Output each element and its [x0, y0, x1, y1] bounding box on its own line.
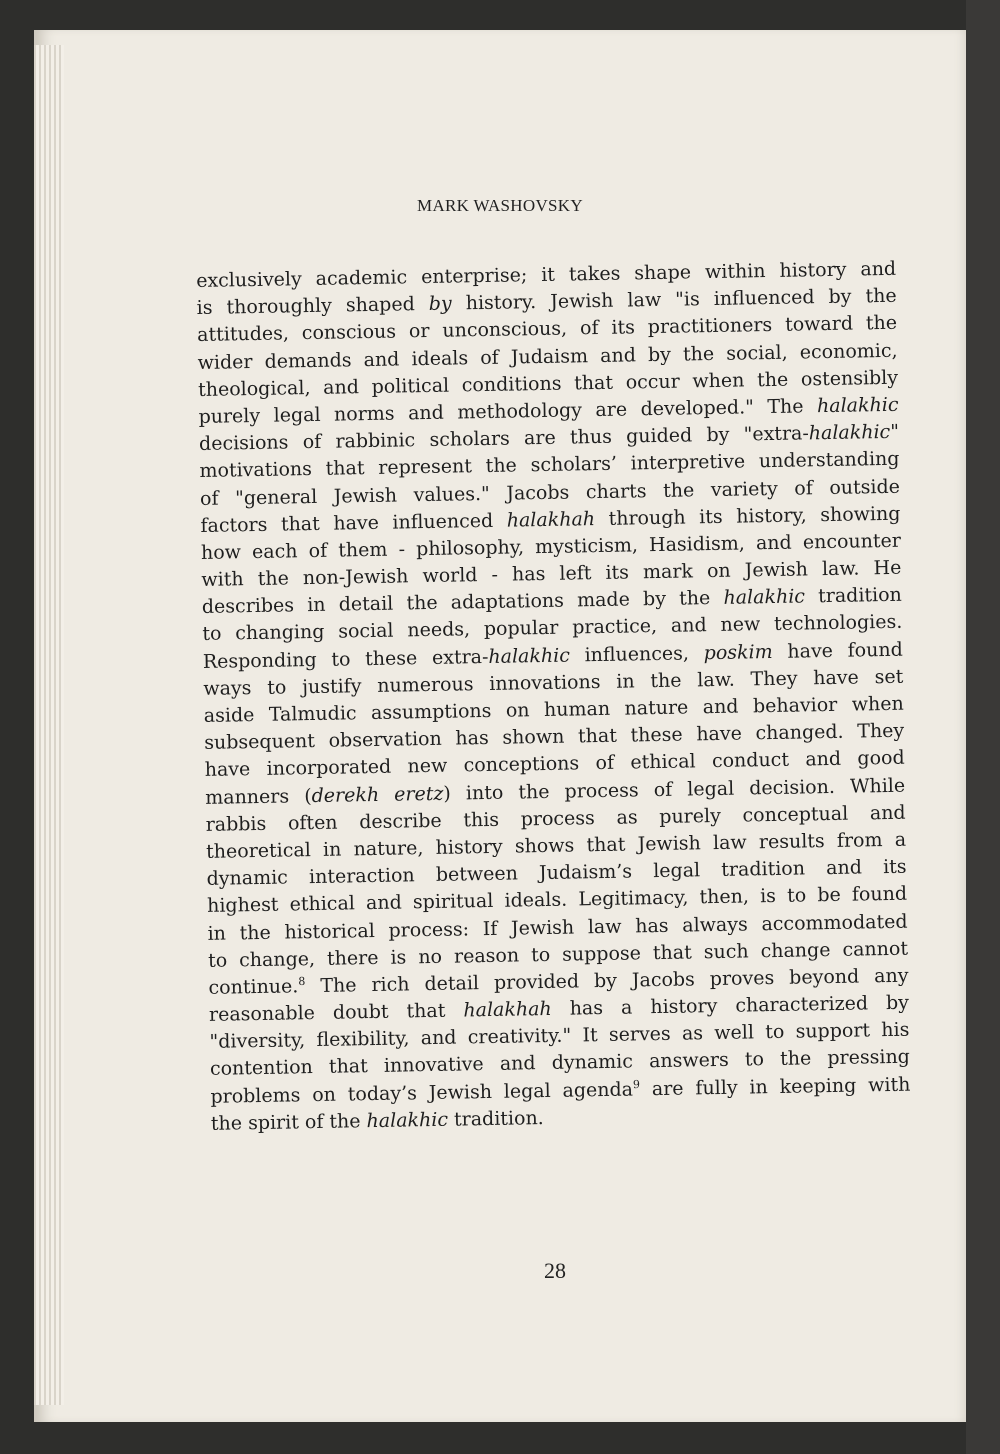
italic-term: halakhic	[723, 585, 806, 610]
italic-term: halakhic	[816, 393, 899, 418]
text-segment: aside Talmudic assumptions on human nature and behavior when	[203, 692, 904, 727]
text-segment: subsequent observation has shown that these have changed. They	[204, 719, 905, 755]
italic-term: halakhic	[488, 644, 571, 668]
text-segment: wider demands and ideals of Judaism and by the social, economic,	[197, 339, 898, 374]
footnote-marker: 9	[632, 1077, 641, 1091]
text-segment: problems on today’s Jewish legal agenda	[210, 1078, 634, 1108]
footnote-marker: 8	[298, 974, 306, 988]
text-segment: rabbis often describe this process as purely conceptual and	[205, 801, 906, 836]
text-segment: reasonable doubt that	[208, 999, 464, 1026]
italic-term: halakhah	[506, 507, 596, 532]
text-segment: are fully in keeping with	[639, 1073, 911, 1100]
text-segment: of "general Jewish values." Jacobs charts the variety of outside	[199, 475, 901, 510]
text-segment: highest ethical and spiritual ideals. Legitimacy, then, is to be found	[206, 883, 908, 918]
italic-term: poskim	[703, 640, 773, 664]
text-segment: theological, and political conditions that occur when the ostensibly	[197, 366, 899, 401]
text-segment: in the historical process: If Jewish law has always accommodated	[207, 910, 908, 945]
italic-term: derekh eretz	[311, 782, 444, 807]
text-segment: exclusively academic enterprise; it takes shape within history and	[196, 257, 897, 292]
text-segment: tradition.	[447, 1106, 544, 1131]
text-segment: influences,	[569, 641, 704, 667]
text-segment: how each of them - philosophy, mysticism, Hasidism, and encounter	[200, 529, 902, 564]
text-segment: dynamic interaction between Judaism’s legal tradition and its	[206, 855, 907, 891]
italic-term: halakhic	[808, 421, 891, 445]
text-segment: purely legal norms and methodology are developed." The	[198, 395, 818, 428]
text-segment: contention that innovative and dynamic answers to the pressing	[209, 1046, 911, 1081]
text-segment: ) into the process of legal decision. While	[443, 774, 906, 805]
text-segment: Responding to these extra-	[202, 645, 489, 673]
scan-background	[966, 0, 1000, 1454]
text-segment: ways to justify numerous innovations in the law. They have set	[203, 665, 904, 700]
text-segment: decisions of rabbinic scholars are thus guided by "extra-	[198, 422, 809, 456]
text-segment: continue.	[208, 975, 299, 999]
text-segment: the spirit of the	[210, 1109, 367, 1135]
text-segment: to changing social needs, popular practice, and new technologies.	[202, 611, 903, 646]
italic-term: halakhah	[463, 997, 552, 1022]
text-segment: motivations that represent the scholars’ interpretive understanding	[199, 448, 900, 483]
text-segment: have incorporated new conceptions of ethical conduct and good	[204, 747, 905, 782]
text-segment: describes in detail the adaptations made by the	[201, 587, 724, 619]
running-header: MARK WASHOVSKY	[417, 196, 583, 215]
text-segment: has a history characterized by	[551, 991, 910, 1020]
text-segment: tradition	[804, 583, 903, 608]
text-segment: is thoroughly shaped	[196, 293, 429, 320]
text-segment: theoretical in nature, history shows that Jewish law results from a	[205, 828, 907, 863]
body-text	[196, 256, 911, 1138]
text-segment: through its history, showing	[594, 502, 901, 530]
text-segment: manners (	[205, 784, 312, 809]
page-edges	[34, 45, 64, 1405]
text-segment: attitudes, conscious or unconscious, of its practitioners toward the	[196, 312, 898, 347]
text-segment: The rich detail provided by Jacobs proves beyond any	[305, 964, 909, 998]
page-number: 28	[544, 1258, 566, 1283]
italic-term: halakhic	[366, 1108, 449, 1132]
text-segment: have found	[772, 638, 903, 663]
text-segment: "	[890, 420, 900, 444]
text-segment: factors that have influenced	[200, 509, 507, 537]
italic-term: by	[428, 292, 452, 316]
text-segment: with the non-Jewish world - has left its mark on Jewish law. He	[201, 556, 902, 592]
text-segment: history. Jewish law "is influenced by the	[451, 284, 897, 315]
text-segment: to change, there is no reason to suppose that such change cannot	[207, 937, 909, 972]
text-segment: "diversity, flexibility, and creativity." It serves as well to support his	[209, 1018, 910, 1054]
